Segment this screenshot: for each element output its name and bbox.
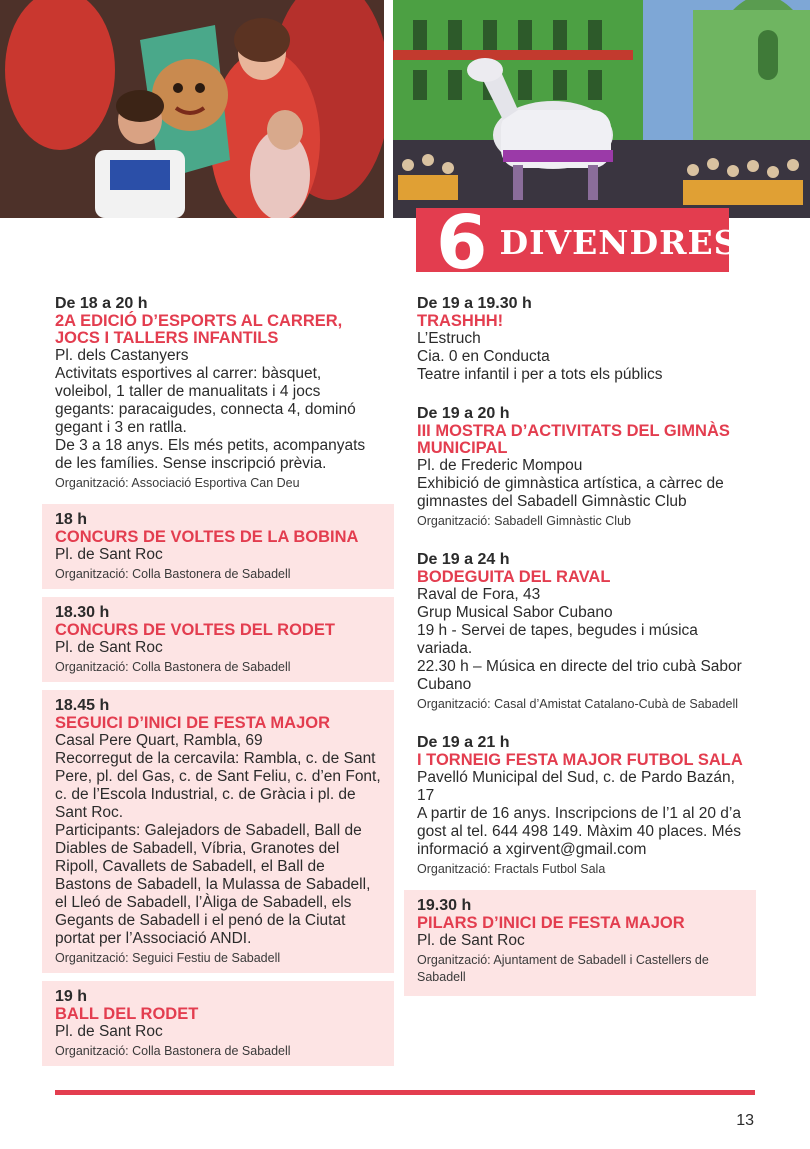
right-column — [404, 292, 756, 996]
event-time: De 19 a 24 h — [417, 551, 510, 568]
event-bodeguita — [404, 548, 756, 713]
event-location: Pl. de Sant Roc — [55, 639, 163, 656]
event-title: TRASHHH! — [417, 312, 504, 330]
event-title: CONCURS DE VOLTES DEL RODET — [55, 621, 335, 639]
event-trashhh — [404, 292, 756, 384]
event-time: 19 h — [55, 988, 88, 1005]
event-time: 18.45 h — [55, 697, 110, 714]
event-organizer: Organització: Ajuntament de Sabadell i Castellers de Sabadell — [417, 953, 709, 984]
event-description: Activitats esportives al carrer: bàsquet, voleibol, 1 taller de manualitats i 4 jocs gegants: paracaigudes, connecta 4, dominó gegant i 3 en ratlla. — [55, 365, 356, 436]
event-location: Pl. dels Castanyers — [55, 347, 189, 364]
event-seguici — [42, 690, 394, 973]
event-route: Recorregut de la cercavila: Rambla, c. de Sant Pere, pl. del Gas, c. de Sant Feliu, c. d’en Font, c. de l’Escola Industrial, c. de Gràcia i pl. de Sant Roc. — [55, 750, 381, 821]
event-time: De 19 a 20 h — [417, 405, 510, 422]
event-pilars — [404, 890, 756, 996]
event-title: PILARS D’INICI DE FESTA MAJOR — [417, 914, 685, 932]
event-time: 18.30 h — [55, 604, 110, 621]
event-location: Pl. de Sant Roc — [55, 1023, 163, 1040]
event-time: 19.30 h — [417, 897, 472, 914]
event-description: De 3 a 18 anys. Els més petits, acompanyats de les famílies. Sense inscripció prèvia. — [55, 437, 366, 472]
left-column — [42, 292, 394, 1066]
photo-giant-heads-children — [0, 0, 384, 218]
event-description: 22.30 h – Música en directe del trio cubà Sabor Cubano — [417, 658, 742, 693]
event-organizer: Organització: Fractals Futbol Sala — [417, 862, 606, 876]
event-title: BALL DEL RODET — [55, 1005, 199, 1023]
event-location: Pl. de Sant Roc — [55, 546, 163, 563]
event-organizer: Organització: Seguici Festiu de Sabadell — [55, 951, 281, 965]
event-organizer: Organització: Casal d’Amistat Catalano-Cubà de Sabadell — [417, 697, 739, 711]
event-location: L’Estruch — [417, 330, 481, 347]
event-location: Pl. de Frederic Mompou — [417, 457, 583, 474]
event-title: 2A EDICIÓ D’ESPORTS AL CARRER, JOCS I TALLERS INFANTILS — [55, 312, 343, 347]
photo-mulassa-square — [393, 0, 810, 218]
event-location: Pl. de Sant Roc — [417, 932, 525, 949]
event-time: 18 h — [55, 511, 88, 528]
event-location: Raval de Fora, 43 — [417, 586, 541, 603]
event-torneig-futbol-sala — [404, 731, 756, 878]
event-voltes-rodet — [42, 597, 394, 682]
event-esports-al-carrer — [42, 292, 394, 492]
event-location: Pavelló Municipal del Sud, c. de Pardo Bazán, 17 — [417, 769, 735, 804]
event-location: Casal Pere Quart, Rambla, 69 — [55, 732, 263, 749]
event-description: Exhibició de gimnàstica artística, a càrrec de gimnastes del Sabadell Gimnàstic Club — [417, 475, 724, 510]
event-organizer: Organització: Colla Bastonera de Sabadell — [55, 660, 291, 674]
event-description: A partir de 16 anys. Inscripcions de l’1 al 20 d’agost al tel. 644 498 149. Màxim 40 places. Més informació a xgirvent@gmail.com — [417, 805, 741, 858]
day-number: 6 — [436, 200, 486, 286]
event-organizer: Organització: Colla Bastonera de Sabadell — [55, 1044, 291, 1058]
day-name: DIVENDRES — [499, 222, 739, 262]
event-organizer: Organització: Associació Esportiva Can Deu — [55, 476, 300, 490]
event-participants: Participants: Galejadors de Sabadell, Ball de Diables de Sabadell, Víbria, Granotes del Ripoll, Cavallets de Sabadell, el Ball de Bastons de Sabadell, la Mulassa de Sabadell, el Lleó de Sabadell, l’Àliga de Sabadell, els Gegants de Sabadell i el penó de la Ciutat portat per l’Associació ANDI. — [55, 822, 371, 947]
event-ball-rodet — [42, 981, 394, 1066]
event-voltes-bobina — [42, 504, 394, 589]
event-time: De 19 a 19.30 h — [417, 295, 532, 312]
event-time: De 18 a 20 h — [55, 295, 148, 312]
event-organizer: Organització: Sabadell Gimnàstic Club — [417, 514, 631, 528]
event-title: CONCURS DE VOLTES DE LA BOBINA — [55, 528, 359, 546]
event-organizer: Organització: Colla Bastonera de Sabadell — [55, 567, 291, 581]
day-banner — [416, 200, 739, 286]
event-company: Cia. 0 en Conducta — [417, 348, 550, 365]
event-title: BODEGUITA DEL RAVAL — [417, 568, 611, 586]
event-title: SEGUICI D’INICI DE FESTA MAJOR — [55, 714, 331, 732]
event-mostra-gimnas — [404, 402, 756, 530]
bottom-divider — [55, 1090, 755, 1095]
event-description: 19 h - Servei de tapes, begudes i música variada. — [417, 622, 698, 657]
event-band: Grup Musical Sabor Cubano — [417, 604, 613, 621]
event-title: I TORNEIG FESTA MAJOR FUTBOL SALA — [417, 751, 743, 769]
page-number: 13 — [736, 1112, 754, 1129]
event-title: III MOSTRA D’ACTIVITATS DEL GIMNÀS MUNICIPAL — [417, 422, 730, 457]
event-time: De 19 a 21 h — [417, 734, 510, 751]
event-description: Teatre infantil i per a tots els públics — [417, 366, 663, 383]
